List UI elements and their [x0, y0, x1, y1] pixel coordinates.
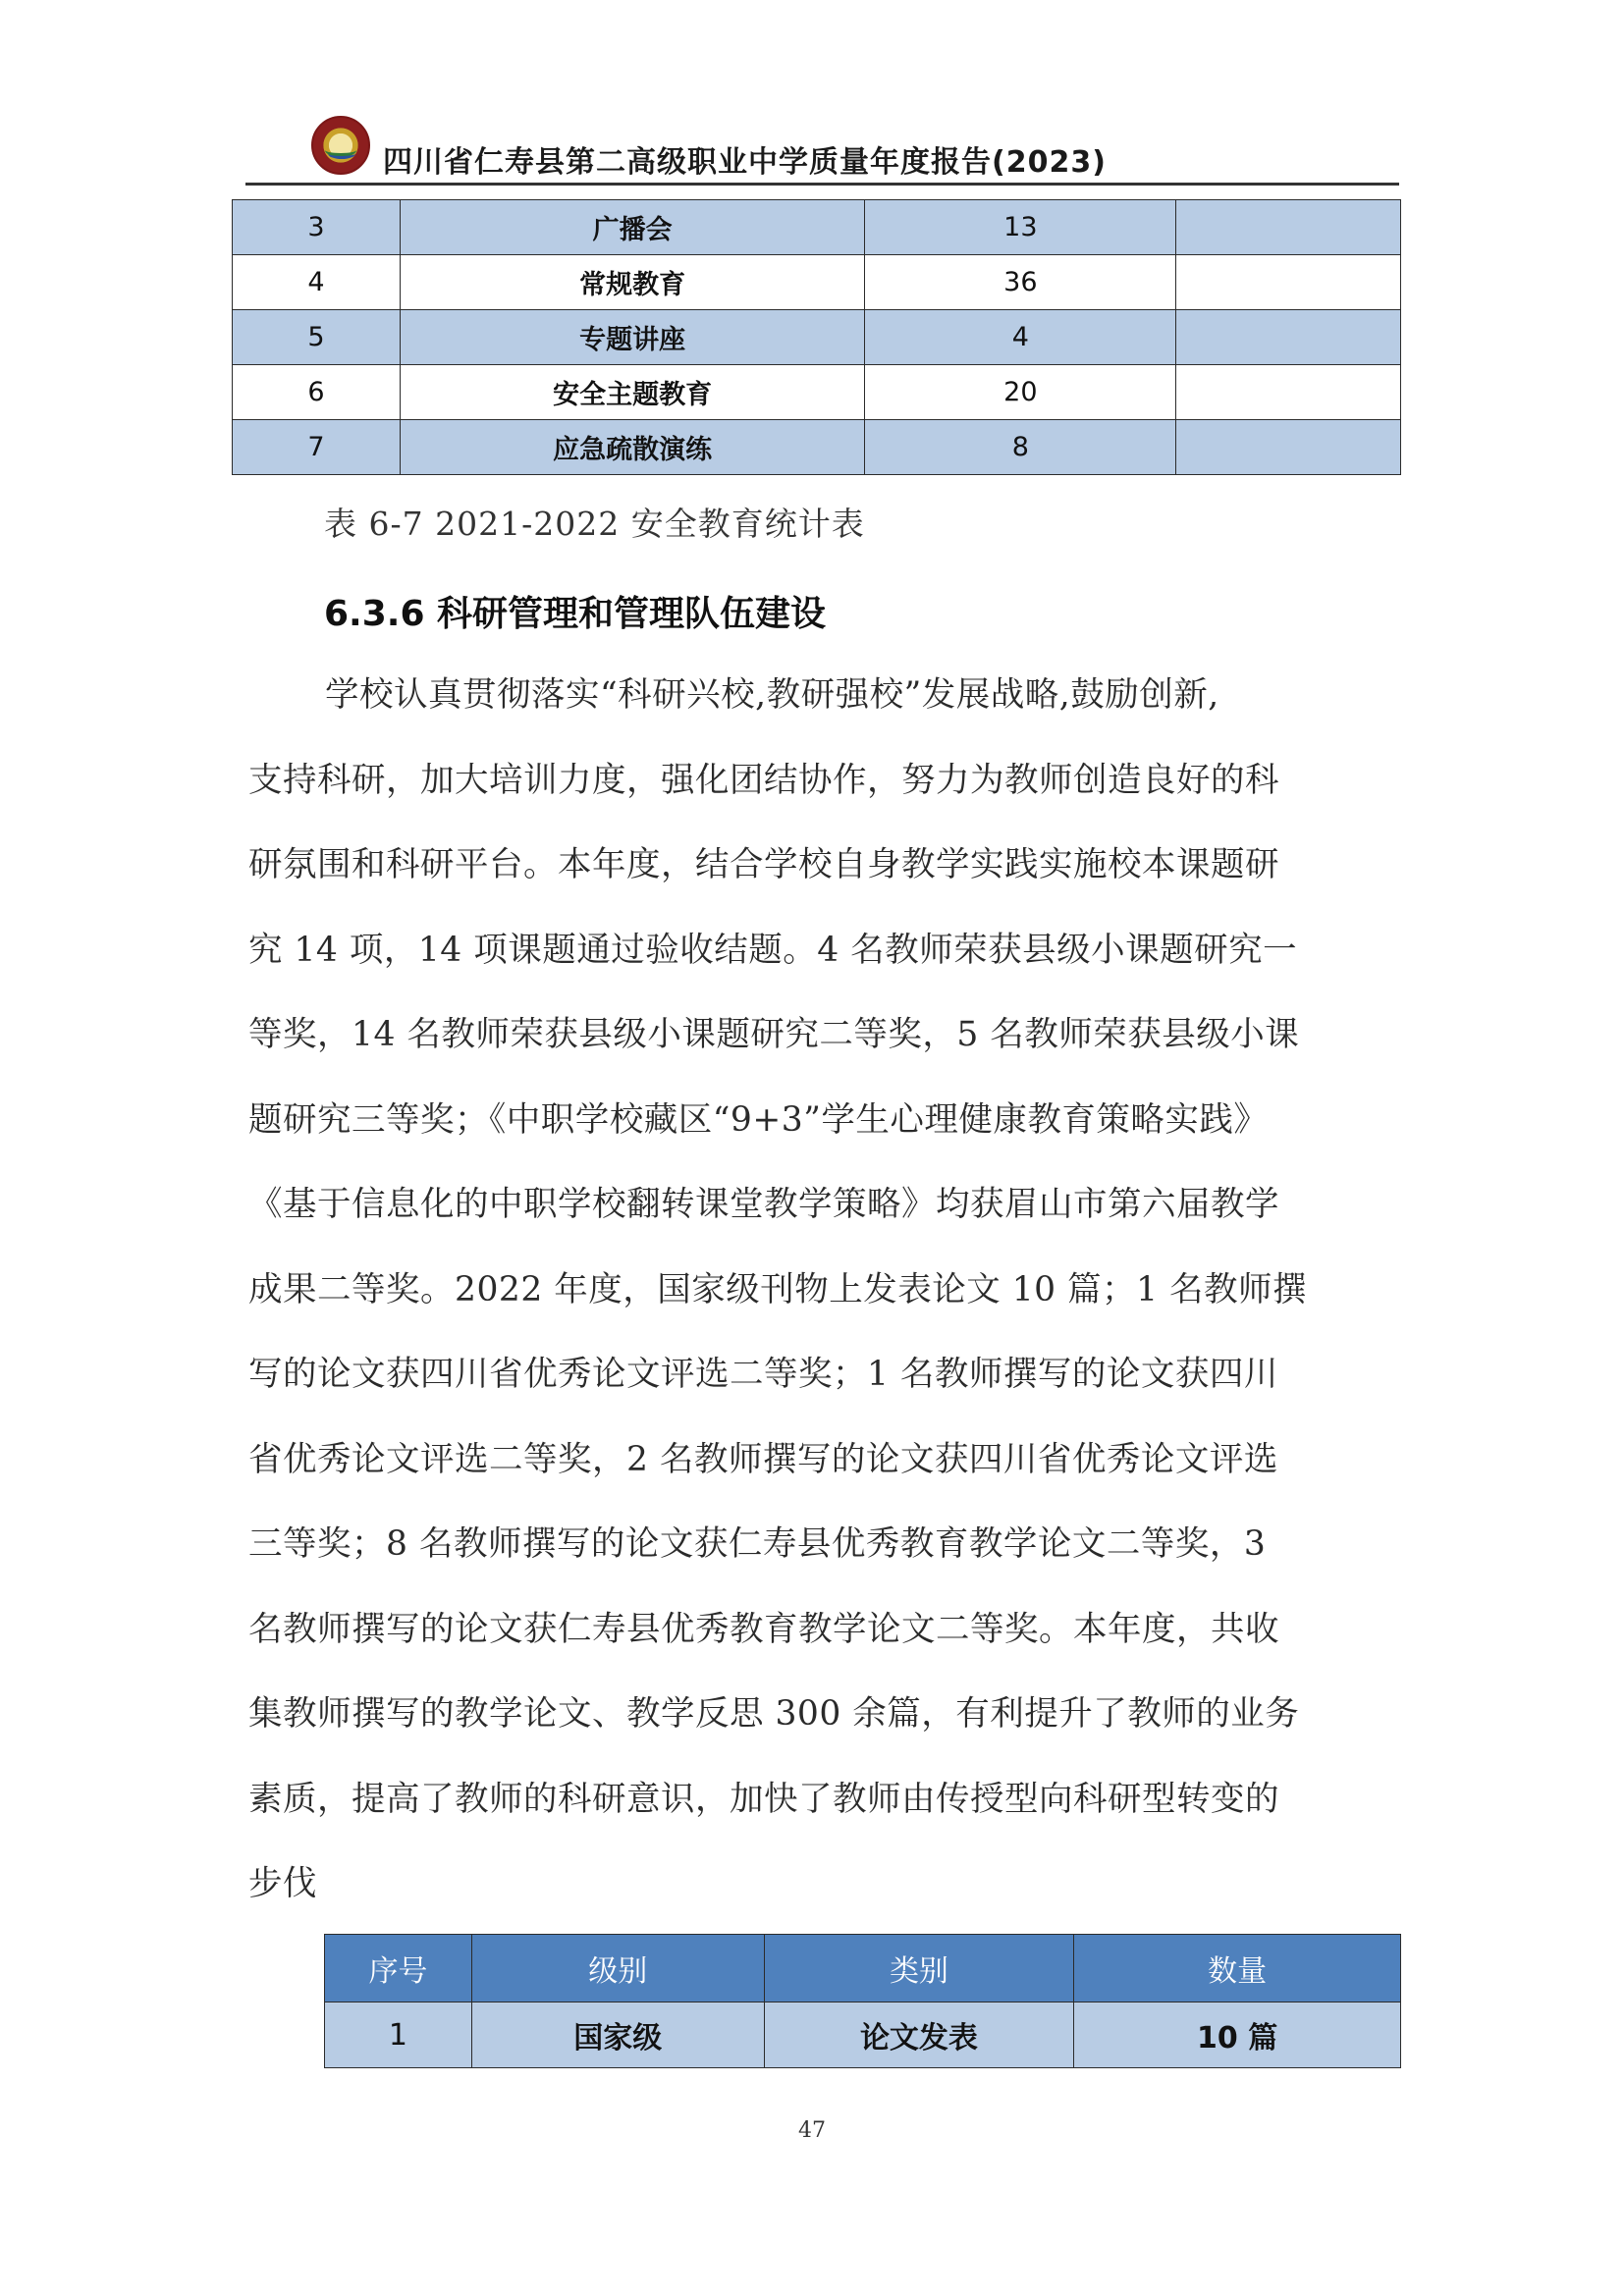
row-count: 8: [865, 420, 1176, 475]
paragraph-line: 支持科研，加大培训力度，强化团结协作，努力为教师创造良好的科: [248, 760, 1279, 800]
row-number: 5: [233, 310, 401, 365]
section-heading: 6.3.6 科研管理和管理队伍建设: [324, 594, 827, 634]
row-count: 20: [865, 365, 1176, 420]
table-header-row: [325, 1935, 1401, 2002]
paragraph-line: 《基于信息化的中职学校翻转课堂教学策略》均获眉山市第六届教学: [248, 1185, 1279, 1224]
row-item: 专题讲座: [400, 310, 865, 365]
research-papers-table: [324, 1934, 1401, 2068]
paragraph-line: 名教师撰写的论文获仁寿县优秀教育教学论文二等奖。本年度，共收: [248, 1609, 1279, 1649]
row-item: 应急疏散演练: [400, 420, 865, 475]
table-row: [233, 420, 1401, 475]
page-number: 47: [798, 2118, 826, 2143]
paragraph-line: 三等奖；8 名教师撰写的论文获仁寿县优秀教育教学论文二等奖，3: [248, 1524, 1267, 1564]
row-number: 6: [233, 365, 401, 420]
paragraph-line: 省优秀论文评选二等奖，2 名教师撰写的论文获四川省优秀论文评选: [248, 1439, 1278, 1479]
school-logo-icon: [311, 116, 370, 175]
row-item: 常规教育: [400, 255, 865, 310]
header-rule: [245, 183, 1399, 186]
row-level: 国家级: [471, 2002, 764, 2068]
paragraph-line: 集教师撰写的教学论文、教学反思 300 余篇，有利提升了教师的业务: [248, 1694, 1300, 1734]
paragraph-line: 研氛围和科研平台。本年度，结合学校自身教学实践实施校本课题研: [248, 845, 1279, 884]
page-header: [245, 110, 1399, 188]
table-row: [325, 2002, 1401, 2068]
paragraph-line: 究 14 项，14 项课题通过验收结题。4 名教师荣获县级小课题研究一: [248, 930, 1298, 970]
safety-education-table: [232, 199, 1401, 475]
row-note: [1176, 365, 1401, 420]
column-header: 序号: [325, 1935, 472, 2002]
paragraph-line: 题研究三等奖；《中职学校藏区“9+3”学生心理健康教育策略实践》: [248, 1099, 1269, 1140]
paragraph-line: 学校认真贯彻落实“科研兴校,教研强校”发展战略,鼓励创新,: [325, 675, 1219, 715]
row-count: 4: [865, 310, 1176, 365]
row-number: 7: [233, 420, 401, 475]
row-note: [1176, 420, 1401, 475]
table-row: [233, 200, 1401, 255]
paragraph-line: 写的论文获四川省优秀论文评选二等奖；1 名教师撰写的论文获四川: [248, 1355, 1278, 1394]
column-header: 级别: [471, 1935, 764, 2002]
table-row: [233, 310, 1401, 365]
row-note: [1176, 255, 1401, 310]
row-number: 4: [233, 255, 401, 310]
paragraph-line: 素质，提高了教师的科研意识，加快了教师由传授型向科研型转变的: [248, 1779, 1279, 1819]
row-number: 3: [233, 200, 401, 255]
paragraph-line: 等奖，14 名教师荣获县级小课题研究二等奖，5 名教师荣获县级小课: [248, 1015, 1300, 1054]
row-item: 安全主题教育: [400, 365, 865, 420]
row-count: 13: [865, 200, 1176, 255]
header-title: 四川省仁寿县第二高级职业中学质量年度报告(2023): [383, 145, 1107, 180]
paragraph-line: 成果二等奖。2022 年度，国家级刊物上发表论文 10 篇；1 名教师撰: [248, 1269, 1308, 1309]
row-count: 36: [865, 255, 1176, 310]
row-type: 论文发表: [764, 2002, 1074, 2068]
table-caption: 表 6-7 2021-2022 安全教育统计表: [324, 505, 865, 543]
column-header: 类别: [764, 1935, 1074, 2002]
body-paragraph: [248, 653, 1387, 1927]
column-header: 数量: [1074, 1935, 1401, 2002]
paragraph-line: 步伐: [248, 1864, 317, 1903]
row-note: [1176, 200, 1401, 255]
table-row: [233, 255, 1401, 310]
row-number: 1: [325, 2002, 472, 2068]
row-note: [1176, 310, 1401, 365]
row-count: 10 篇: [1074, 2002, 1401, 2068]
table-row: [233, 365, 1401, 420]
row-item: 广播会: [400, 200, 865, 255]
